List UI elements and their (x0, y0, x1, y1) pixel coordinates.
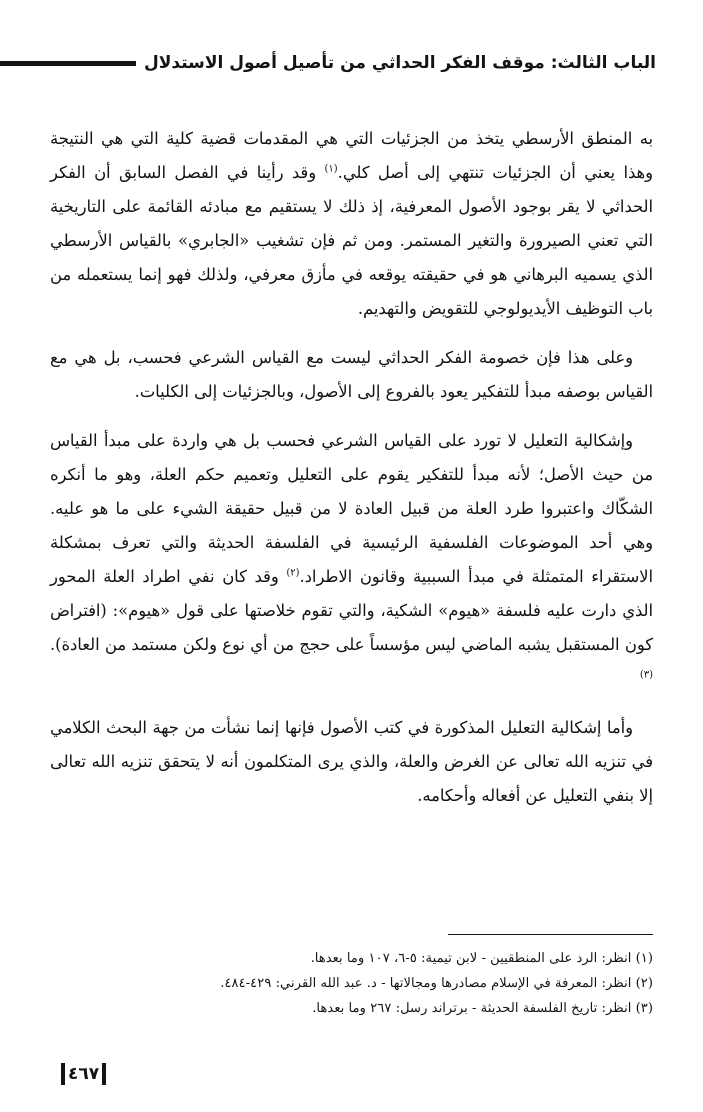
chapter-title: الباب الثالث: موقف الفكر الحداثي من تأصيل أصول الاستدلال (143, 53, 656, 73)
running-header (58, 48, 656, 78)
page-number-bar-left (61, 1063, 65, 1085)
paragraph-3 (50, 424, 653, 696)
footnote-3: (٣) انظر: تاريخ الفلسفة الحديثة - برتراند رسل: ٢٦٧ وما بعدها. (312, 1001, 653, 1016)
footnote-2: (٢) انظر: المعرفة في الإسلام مصادرها ومجالاتها - د. عبد الله القرني: ٤٢٩-٤٨٤. (220, 976, 653, 991)
header-rule (0, 61, 136, 66)
page-number-box (58, 1062, 109, 1086)
footnote-marker-3: (٣) (639, 669, 653, 681)
body-text (50, 122, 653, 828)
page-number: ٤٦٧ (68, 1064, 100, 1084)
footnote-marker-1: (١) (324, 163, 338, 175)
footnote-marker-2: (٢) (286, 567, 300, 579)
footnotes (53, 946, 653, 1021)
paragraph-4: وأما إشكالية التعليل المذكورة في كتب الأصول فإنها إنما نشأت من جهة البحث الكلامي في تنزيه الله تعالى عن الغرض والعلة، والذي يرى المتكلمون أنه لا يتحقق تنزيه الله تعالى إلا بنفي التعليل عن أفعاله وأحكامه. (50, 718, 653, 805)
paragraph-3-part-b: وقد كان نفي اطراد العلة المحور الذي دارت عليه فلسفة «هيوم» الشكية، والتي تقوم خلاصتها على قول «هيوم»: (افتراض كون المستقبل يشبه الماضي ليس مؤسساً على حجج من أي نوع ولكن مستمد من العادة). (50, 567, 653, 654)
paragraph-1 (50, 122, 653, 326)
paragraph-1-part-b: وقد رأينا في الفصل السابق أن الفكر الحداثي لا يقر بوجود الأصول المعرفية، إذ ذلك لا يستقيم مع مبادئه القائمة على التاريخية التي تعني الصيرورة والتغير المستمر. ومن ثم فإن تشغيب «الجابري» بالقياس الأرسطي الذي يسميه البرهاني هو في حقيقته يوقعه في مأزق معرفي، ولذلك فهو إنما يستعمله من باب التوظيف الأيديولوجي للتقويض والتهديم. (50, 163, 653, 318)
paragraph-2: وعلى هذا فإن خصومة الفكر الحداثي ليست مع القياس الشرعي فحسب، بل هي مع القياس بوصفه مبدأ للتفكير يعود بالفروع إلى الأصول، وبالجزئيات إلى الكليات. (50, 348, 653, 401)
paragraph-3-part-a: وإشكالية التعليل لا تورد على القياس الشرعي فحسب بل هي واردة على مبدأ القياس من حيث الأصل؛ لأنه مبدأ للتفكير يقوم على التعليل وتعميم حكم العلة، وهو ما أنكره الشكّاك واعتبروا طرد العلة من قبيل العادة لا من قبيل حقيقة الشيء على ما هو عليه. وهي أحد الموضوعات الفلسفية الرئيسية في الفلسفة الحديثة والتي تعرف بمشكلة الاستقراء المتمثلة في مبدأ السببية وقانون الاطراد. (50, 431, 653, 586)
footnote-1: (١) انظر: الرد على المنطقيين - لابن تيمية: ٥-٦، ١٠٧ وما بعدها. (310, 951, 653, 966)
footnote-separator (448, 934, 653, 935)
paragraph-1-part-a: به المنطق الأرسطي يتخذ من الجزئيات التي هي المقدمات قضية كلية التي هي النتيجة وهذا يعني أن الجزئيات تنتهي إلى أصل كلي. (50, 129, 653, 182)
page-number-bar-right (102, 1063, 106, 1085)
